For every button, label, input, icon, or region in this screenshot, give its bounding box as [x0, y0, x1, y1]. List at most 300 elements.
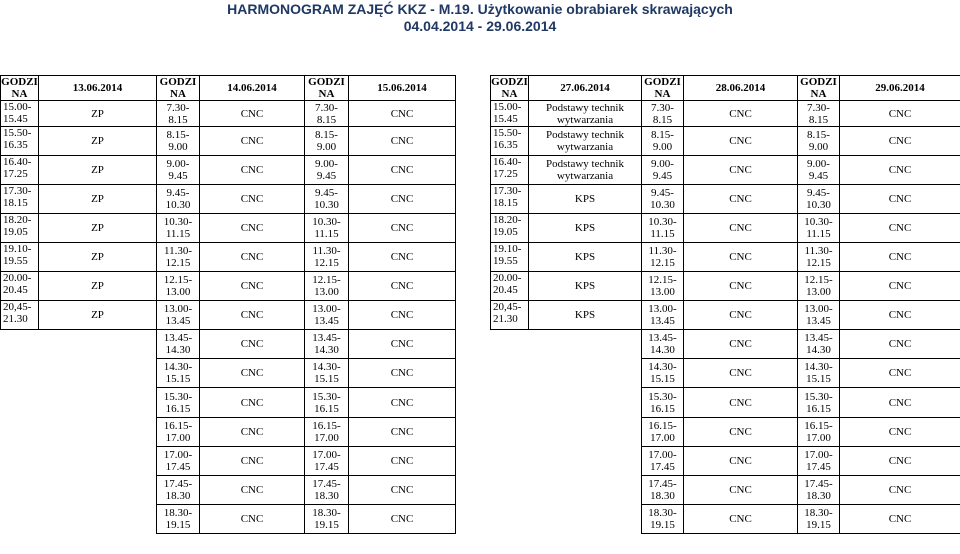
time-end: 10.30	[806, 199, 831, 211]
class-cell: CNC	[684, 127, 798, 156]
time-start: 12.15-	[163, 274, 193, 286]
empty-cell	[491, 505, 529, 534]
class-cell: CNC	[200, 505, 305, 534]
class-cell: CNC	[840, 301, 960, 330]
time-start: 18.30-	[648, 507, 677, 519]
class-cell: CNC	[840, 127, 960, 156]
class-cell: CNC	[684, 359, 798, 388]
time-end: 21.30	[3, 313, 28, 325]
time-end: 19.15	[806, 519, 831, 531]
time-cell	[491, 243, 529, 272]
time-start: 9.45-	[651, 187, 674, 199]
time-cell	[1, 156, 39, 185]
time-end: 9.00	[652, 141, 673, 153]
class-cell-podstawy	[529, 156, 642, 185]
table-row	[491, 388, 960, 418]
class-cell: CNC	[200, 476, 305, 505]
class-cell: ZP	[39, 156, 157, 185]
time-end: 15.45	[3, 113, 28, 125]
time-end: 12.15	[806, 257, 831, 269]
time-end: 18.30	[314, 490, 339, 502]
time-cell	[1, 243, 39, 272]
time-end: 17.45	[650, 461, 675, 473]
time-end: 17.45	[806, 461, 831, 473]
hour-header	[1, 76, 39, 101]
time-start: 10.30-	[312, 216, 341, 228]
time-end: wytwarzania	[556, 170, 614, 182]
time-cell	[1, 272, 39, 301]
class-cell: KPS	[529, 272, 642, 301]
time-cell	[305, 301, 349, 330]
empty-cell	[529, 359, 642, 388]
time-start: 19.10-	[3, 243, 32, 255]
class-cell: ZP	[39, 243, 157, 272]
time-end: 13.00	[314, 286, 339, 298]
time-cell	[642, 243, 684, 272]
time-cell	[1, 301, 39, 330]
time-cell	[1, 185, 39, 214]
time-start: 15.30-	[648, 390, 677, 403]
time-cell	[642, 185, 684, 214]
time-cell	[491, 101, 529, 127]
time-cell	[1, 214, 39, 243]
time-start: 7.30-	[651, 101, 674, 114]
date-header: 29.06.2014	[840, 76, 960, 101]
class-cell: CNC	[349, 330, 456, 359]
empty-cell	[1, 447, 39, 476]
class-cell: CNC	[684, 301, 798, 330]
empty-cell	[529, 447, 642, 476]
time-end: 19.05	[493, 226, 518, 238]
time-end: 11.15	[806, 228, 831, 240]
time-start: 20.00-	[3, 272, 32, 284]
time-end: wytwarzania	[556, 113, 614, 126]
time-start: 13.45-	[648, 332, 677, 344]
time-start: 13.00-	[804, 303, 833, 315]
time-start: 20.00-	[493, 272, 522, 284]
class-cell: CNC	[684, 418, 798, 447]
class-cell: KPS	[529, 214, 642, 243]
time-end: 10.30	[314, 199, 339, 211]
table-row	[491, 447, 960, 476]
time-end: 16.35	[3, 139, 28, 151]
class-cell: KPS	[529, 243, 642, 272]
time-start: 15.00-	[3, 101, 32, 113]
time-cell	[305, 127, 349, 156]
time-cell	[642, 156, 684, 185]
time-cell	[157, 243, 200, 272]
time-start: 13.45-	[312, 332, 341, 344]
time-start: 17.45-	[648, 478, 677, 490]
table-row	[1, 301, 456, 330]
time-end: 13.00	[806, 286, 831, 298]
class-cell: CNC	[200, 359, 305, 388]
class-cell: ZP	[39, 185, 157, 214]
time-end: 16.15	[314, 402, 339, 415]
time-start: 10.30-	[804, 216, 833, 228]
table-row	[491, 505, 960, 534]
time-cell	[305, 359, 349, 388]
time-cell	[305, 214, 349, 243]
time-cell	[491, 214, 529, 243]
date-header: 14.06.2014	[200, 76, 305, 101]
time-start: 8.15-	[807, 129, 830, 141]
header-row	[491, 76, 960, 101]
time-start: 13.00-	[648, 303, 677, 315]
table-row	[491, 476, 960, 505]
time-cell	[642, 447, 684, 476]
time-end: 19.15	[165, 519, 191, 531]
time-start: 7.30-	[315, 101, 338, 114]
time-end: 18.30	[165, 490, 191, 502]
time-cell	[157, 185, 200, 214]
time-start: 18.30-	[312, 507, 341, 519]
time-cell	[642, 476, 684, 505]
time-end: 13.45	[165, 315, 191, 327]
class-cell: CNC	[684, 330, 798, 359]
time-end: 13.45	[650, 315, 675, 327]
time-start: Podstawy technik	[546, 101, 624, 114]
time-start: 14.30-	[804, 361, 833, 373]
time-end: 20.45	[493, 284, 518, 296]
time-cell	[798, 476, 840, 505]
class-cell: CNC	[349, 476, 456, 505]
time-start: 11.30-	[312, 245, 341, 257]
table-row	[1, 214, 456, 243]
time-cell	[642, 301, 684, 330]
time-start: Podstawy technik	[546, 158, 624, 170]
hour-header-line2: NA	[318, 88, 335, 100]
empty-cell	[491, 330, 529, 359]
table-row	[1, 330, 456, 359]
time-end: 17.25	[493, 168, 518, 180]
time-end: 13.45	[806, 315, 831, 327]
time-end: 18.15	[493, 197, 518, 209]
time-cell	[642, 214, 684, 243]
hour-header	[642, 76, 684, 101]
time-end: 8.15	[808, 113, 829, 126]
table-row	[1, 243, 456, 272]
time-start: 14.30-	[312, 361, 341, 373]
time-end: 9.45	[652, 170, 673, 182]
time-end: 9.45	[808, 170, 829, 182]
time-cell	[798, 156, 840, 185]
time-end: 11.15	[165, 228, 191, 240]
time-cell	[491, 185, 529, 214]
empty-cell	[39, 476, 157, 505]
class-cell: CNC	[200, 101, 305, 127]
class-cell: CNC	[200, 388, 305, 418]
class-cell: CNC	[840, 243, 960, 272]
time-start: 15.00-	[493, 101, 522, 113]
empty-cell	[1, 418, 39, 447]
class-cell: CNC	[349, 301, 456, 330]
hour-header-line2: NA	[501, 88, 518, 100]
time-end: 15.15	[650, 373, 675, 385]
hour-header	[305, 76, 349, 101]
class-cell: CNC	[840, 185, 960, 214]
time-cell	[798, 127, 840, 156]
time-start: 15.30-	[804, 390, 833, 403]
empty-cell	[39, 359, 157, 388]
hour-header-line1: GODZI	[800, 76, 837, 88]
class-cell: CNC	[200, 272, 305, 301]
time-cell	[798, 359, 840, 388]
class-cell: CNC	[840, 505, 960, 534]
time-start: 9.00-	[807, 158, 830, 170]
time-start: 18.20-	[493, 214, 522, 226]
table-row	[491, 359, 960, 388]
class-cell: ZP	[39, 214, 157, 243]
time-end: 16.15	[650, 402, 675, 415]
time-cell	[157, 476, 200, 505]
time-cell	[642, 359, 684, 388]
empty-cell	[529, 330, 642, 359]
empty-cell	[491, 388, 529, 418]
time-end: 17.25	[3, 168, 28, 180]
date-header: 27.06.2014	[529, 76, 642, 101]
time-cell	[642, 272, 684, 301]
time-start: 15.50-	[493, 127, 522, 139]
table-row	[1, 418, 456, 447]
time-cell	[157, 330, 200, 359]
time-end: 19.55	[3, 255, 28, 267]
time-cell	[798, 301, 840, 330]
table-row	[491, 243, 960, 272]
time-start: 18.20-	[3, 214, 32, 226]
time-start: 12.15-	[804, 274, 833, 286]
table-row	[491, 127, 960, 156]
hour-header-line2: NA	[11, 88, 28, 100]
class-cell: ZP	[39, 272, 157, 301]
time-start: 12.15-	[648, 274, 677, 286]
empty-cell	[1, 505, 39, 534]
time-start: 16.40-	[3, 156, 32, 168]
time-cell	[305, 388, 349, 418]
class-cell: CNC	[349, 359, 456, 388]
table-row	[1, 476, 456, 505]
empty-cell	[529, 476, 642, 505]
time-cell	[491, 127, 529, 156]
class-cell: CNC	[349, 447, 456, 476]
time-end: 15.15	[314, 373, 339, 385]
time-start: 16.40-	[493, 156, 522, 168]
time-start: 7.30-	[166, 101, 190, 114]
table-row	[1, 447, 456, 476]
time-start: 9.00-	[166, 158, 190, 170]
schedule-table-june-13-15	[0, 75, 456, 534]
time-start: 15.30-	[163, 390, 193, 403]
time-start: Podstawy technik	[546, 129, 624, 141]
hour-header-line2: NA	[810, 88, 827, 100]
class-cell: CNC	[684, 505, 798, 534]
hour-header-line1: GODZI	[1, 76, 38, 88]
class-cell: CNC	[840, 156, 960, 185]
time-start: 15.50-	[3, 127, 32, 139]
time-start: 9.45-	[166, 187, 190, 199]
class-cell: CNC	[200, 447, 305, 476]
class-cell: CNC	[349, 214, 456, 243]
empty-cell	[529, 418, 642, 447]
time-cell	[798, 447, 840, 476]
class-cell: CNC	[840, 330, 960, 359]
hour-header-line2: NA	[170, 88, 186, 100]
time-cell	[305, 156, 349, 185]
class-cell: CNC	[684, 272, 798, 301]
time-cell	[798, 272, 840, 301]
time-cell	[798, 418, 840, 447]
time-cell	[642, 388, 684, 418]
time-cell	[642, 505, 684, 534]
time-end: 18.30	[650, 490, 675, 502]
time-start: 18.30-	[804, 507, 833, 519]
table-row	[1, 272, 456, 301]
class-cell: CNC	[684, 156, 798, 185]
time-end: 12.15	[650, 257, 675, 269]
table-row	[491, 156, 960, 185]
empty-cell	[529, 505, 642, 534]
time-start: 11.30-	[804, 245, 833, 257]
time-start: 12.15-	[312, 274, 341, 286]
time-end: 21.30	[493, 313, 518, 325]
class-cell: CNC	[349, 418, 456, 447]
time-cell	[157, 214, 200, 243]
time-start: 9.45-	[315, 187, 338, 199]
time-end: 9.00	[808, 141, 829, 153]
table-row	[491, 185, 960, 214]
date-header: 28.06.2014	[684, 76, 798, 101]
page-title: HARMONOGRAM ZAJĘĆ KKZ - M.19. Użytkowanie obrabiarek skrawających	[227, 1, 733, 17]
time-cell	[305, 476, 349, 505]
table-row	[1, 505, 456, 534]
time-start: 8.15-	[651, 129, 674, 141]
table-row	[1, 156, 456, 185]
time-end: 17.45	[314, 461, 339, 473]
time-end: 13.00	[165, 286, 191, 298]
hour-header	[798, 76, 840, 101]
hour-header-line2: NA	[654, 88, 671, 100]
class-cell: ZP	[39, 301, 157, 330]
time-end: 14.30	[165, 344, 191, 356]
table-row	[1, 127, 456, 156]
time-cell	[157, 447, 200, 476]
time-start: 17.00-	[312, 449, 341, 461]
time-cell	[798, 101, 840, 127]
time-start: 14.30-	[648, 361, 677, 373]
class-cell: CNC	[684, 101, 798, 127]
time-start: 20,45-	[3, 301, 32, 313]
time-cell	[157, 505, 200, 534]
class-cell: CNC	[840, 359, 960, 388]
time-end: 20.45	[3, 284, 28, 296]
time-end: 14.30	[650, 344, 675, 356]
table-row	[1, 388, 456, 418]
date-header: 15.06.2014	[349, 76, 456, 101]
time-end: 17.00	[314, 432, 339, 444]
time-start: 14.30-	[163, 361, 193, 373]
class-cell: CNC	[840, 272, 960, 301]
table-row	[491, 101, 960, 127]
empty-cell	[1, 476, 39, 505]
time-end: 17.00	[165, 432, 191, 444]
class-cell: KPS	[529, 185, 642, 214]
empty-cell	[39, 330, 157, 359]
time-start: 13.45-	[163, 332, 193, 344]
time-cell	[305, 272, 349, 301]
time-end: 15.15	[806, 373, 831, 385]
time-cell	[305, 101, 349, 127]
class-cell: CNC	[200, 301, 305, 330]
time-end: 19.15	[314, 519, 339, 531]
time-cell	[798, 388, 840, 418]
empty-cell	[39, 388, 157, 418]
empty-cell	[39, 418, 157, 447]
time-start: 17.45-	[804, 478, 833, 490]
empty-cell	[1, 330, 39, 359]
empty-cell	[39, 447, 157, 476]
class-cell: CNC	[349, 272, 456, 301]
time-end: 13.00	[650, 286, 675, 298]
time-start: 17.00-	[648, 449, 677, 461]
time-start: 10.30-	[648, 216, 677, 228]
class-cell: ZP	[39, 127, 157, 156]
class-cell: CNC	[349, 388, 456, 418]
class-cell: CNC	[840, 476, 960, 505]
hour-header-line1: GODZI	[644, 76, 681, 88]
time-start: 13.00-	[163, 303, 193, 315]
class-cell: CNC	[840, 101, 960, 127]
time-cell	[1, 101, 39, 127]
class-cell: CNC	[349, 127, 456, 156]
class-cell: CNC	[200, 214, 305, 243]
class-cell: CNC	[349, 101, 456, 127]
time-cell	[157, 359, 200, 388]
header-row	[1, 76, 456, 101]
time-end: 15.45	[493, 113, 518, 125]
table-row	[491, 418, 960, 447]
time-cell	[798, 243, 840, 272]
class-cell: CNC	[200, 127, 305, 156]
class-cell: CNC	[200, 243, 305, 272]
time-end: 19.05	[3, 226, 28, 238]
time-cell	[305, 418, 349, 447]
empty-cell	[491, 447, 529, 476]
table-row	[491, 301, 960, 330]
time-end: 18.30	[806, 490, 831, 502]
date-range: 04.04.2014 - 29.06.2014	[403, 18, 557, 34]
class-cell: CNC	[684, 476, 798, 505]
time-cell	[491, 301, 529, 330]
time-cell	[642, 101, 684, 127]
time-start: 19.10-	[493, 243, 522, 255]
empty-cell	[491, 359, 529, 388]
time-start: 17.00-	[163, 449, 193, 461]
time-cell	[798, 214, 840, 243]
time-cell	[491, 272, 529, 301]
time-start: 17.00-	[804, 449, 833, 461]
time-end: 14.30	[314, 344, 339, 356]
time-end: 17.45	[165, 461, 191, 473]
empty-cell	[39, 505, 157, 534]
class-cell: CNC	[349, 185, 456, 214]
time-start: 8.15-	[166, 129, 190, 141]
time-cell	[305, 330, 349, 359]
empty-cell	[1, 359, 39, 388]
time-cell	[642, 330, 684, 359]
time-cell	[642, 418, 684, 447]
time-start: 17.30-	[493, 185, 522, 197]
class-cell: CNC	[684, 243, 798, 272]
